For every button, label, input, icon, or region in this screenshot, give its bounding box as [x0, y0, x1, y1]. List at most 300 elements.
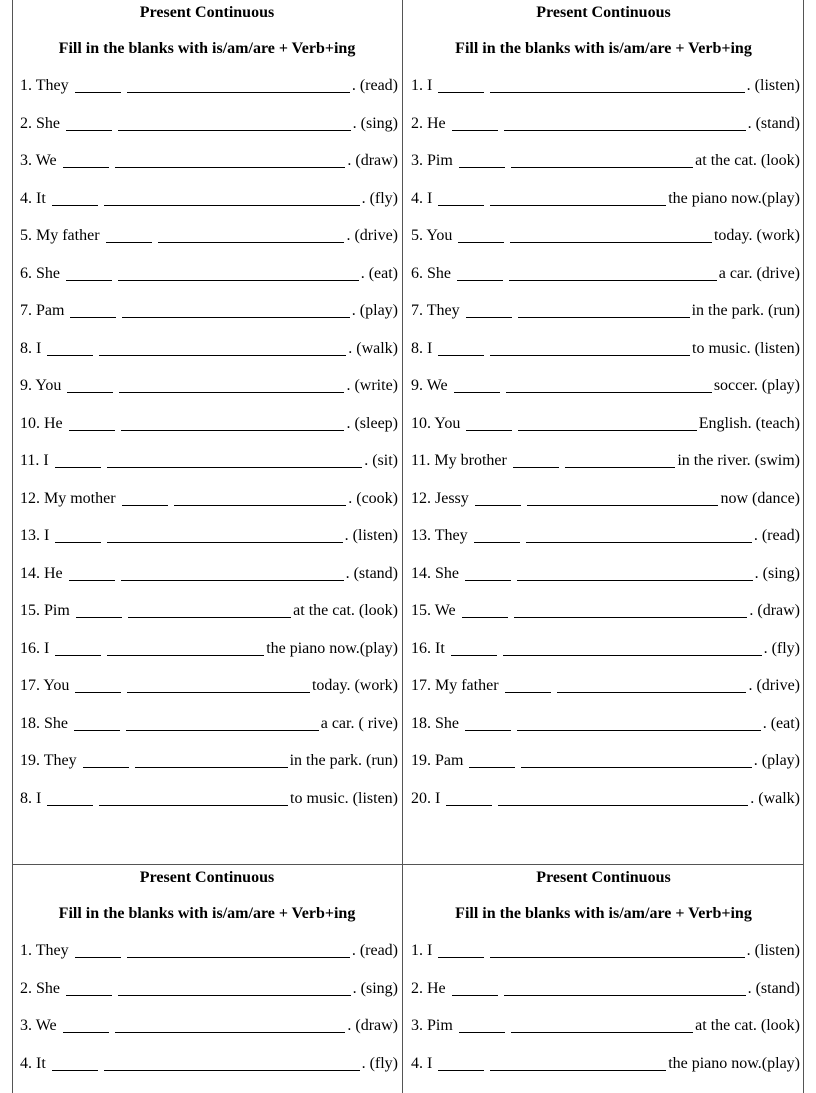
exercise-item [403, 713, 804, 751]
exercise-hint: in the river. (swim) [677, 452, 800, 469]
answer-blanks [43, 338, 346, 356]
auxiliary-blank[interactable] [451, 655, 497, 656]
verb-blank[interactable] [121, 580, 344, 581]
exercise-hint: . (listen) [746, 77, 800, 94]
exercise-hint: . (read) [351, 942, 398, 959]
answer-blanks [51, 450, 362, 468]
auxiliary-blank[interactable] [462, 617, 508, 618]
exercise-subject: 8. I [20, 339, 42, 357]
answer-blanks [434, 188, 666, 206]
verb-blank[interactable] [511, 167, 693, 168]
exercise-subject: 3. We [20, 1017, 57, 1034]
auxiliary-blank[interactable] [47, 805, 93, 806]
verb-blank[interactable] [518, 430, 696, 431]
exercise-subject: 10. He [20, 414, 63, 432]
exercise-subject: 6. She [20, 264, 60, 282]
verb-blank[interactable] [174, 505, 347, 506]
exercise-hint: . (drive) [748, 677, 800, 694]
exercise-hint: . (walk) [750, 789, 800, 807]
auxiliary-blank[interactable] [458, 242, 504, 243]
exercise-subject: 5. You [411, 227, 453, 244]
exercise-item [403, 263, 804, 301]
exercise-item [12, 413, 402, 451]
auxiliary-blank[interactable] [452, 995, 498, 996]
worksheet-bottom-left [12, 865, 402, 1093]
exercise-list [12, 75, 402, 825]
exercise-hint: . (sing) [352, 114, 398, 132]
verb-blank[interactable] [118, 280, 359, 281]
answer-blanks [48, 1053, 360, 1071]
exercise-item [12, 488, 402, 526]
exercise-item [403, 1053, 804, 1091]
verb-blank[interactable] [506, 392, 712, 393]
exercise-subject: 8. I [411, 339, 433, 357]
verb-blank[interactable] [99, 355, 346, 356]
exercise-hint: . (read) [753, 527, 800, 544]
auxiliary-blank[interactable] [438, 92, 484, 93]
auxiliary-blank[interactable] [63, 1032, 109, 1033]
exercise-list [403, 940, 804, 1090]
verb-blank[interactable] [104, 205, 360, 206]
exercise-hint: . (play) [753, 752, 800, 769]
verb-blank[interactable] [115, 1032, 346, 1033]
auxiliary-blank[interactable] [459, 1032, 505, 1033]
answer-blanks [79, 750, 288, 768]
exercise-hint: . (stand) [747, 979, 800, 997]
verb-blank[interactable] [122, 317, 349, 318]
exercise-subject: 18. She [411, 714, 459, 732]
exercise-item [12, 563, 402, 601]
verb-blank[interactable] [127, 957, 350, 958]
verb-blank[interactable] [128, 617, 291, 618]
exercise-item [403, 113, 804, 151]
answer-blanks [509, 450, 676, 468]
exercise-hint: in the park. (run) [691, 302, 800, 319]
exercise-hint: . (sing) [352, 979, 398, 997]
exercise-item [12, 1053, 402, 1091]
exercise-subject: 2. She [20, 979, 60, 997]
verb-blank[interactable] [517, 580, 753, 581]
exercise-subject: 13. They [411, 527, 468, 544]
answer-blanks [48, 188, 360, 206]
worksheet-bottom-right [403, 865, 804, 1093]
auxiliary-blank[interactable] [75, 92, 121, 93]
exercise-hint: a car. (drive) [718, 264, 800, 282]
answer-blanks [465, 750, 751, 768]
exercise-subject: 11. My brother [411, 452, 507, 469]
exercise-item [403, 413, 804, 451]
exercise-subject: 14. She [411, 564, 459, 582]
verb-blank[interactable] [135, 767, 288, 768]
exercise-subject: 20. I [411, 789, 441, 807]
exercise-item [403, 375, 804, 413]
answer-blanks [43, 788, 288, 806]
exercise-item [12, 338, 402, 376]
exercise-subject: 2. He [411, 979, 446, 997]
verb-blank[interactable] [565, 467, 676, 468]
exercise-subject: 19. They [20, 752, 77, 769]
auxiliary-blank[interactable] [52, 205, 98, 206]
verb-blank[interactable] [118, 995, 351, 996]
auxiliary-blank[interactable] [55, 467, 101, 468]
exercise-item [403, 150, 804, 188]
exercise-subject: 2. He [411, 114, 446, 132]
answer-blanks [65, 413, 345, 431]
answer-blanks [102, 225, 345, 243]
exercise-item [12, 638, 402, 676]
exercise-item [12, 113, 402, 151]
auxiliary-blank[interactable] [66, 995, 112, 996]
auxiliary-blank[interactable] [465, 730, 511, 731]
exercise-subject: 12. My mother [20, 489, 116, 507]
exercise-hint: now (dance) [720, 489, 800, 507]
exercise-subject: 4. It [20, 189, 46, 207]
exercise-hint: . (read) [351, 77, 398, 94]
verb-blank[interactable] [503, 655, 762, 656]
answer-blanks [434, 338, 690, 356]
verb-blank[interactable] [504, 995, 746, 996]
exercise-item [403, 300, 804, 338]
answer-blanks [458, 600, 748, 618]
exercise-subject: 17. My father [411, 677, 499, 694]
auxiliary-blank[interactable] [457, 280, 503, 281]
exercise-subject: 1. I [411, 77, 433, 94]
exercise-hint: to music. (listen) [290, 789, 398, 807]
verb-blank[interactable] [498, 805, 748, 806]
auxiliary-blank[interactable] [454, 392, 500, 393]
exercise-subject: 9. We [411, 377, 448, 394]
auxiliary-blank[interactable] [438, 1070, 484, 1071]
exercise-item [403, 1015, 804, 1053]
answer-blanks [62, 978, 351, 996]
exercise-hint: . (stand) [747, 114, 800, 132]
exercise-hint: . (listen) [344, 527, 398, 544]
exercise-hint: . (sing) [754, 564, 800, 582]
answer-blanks [70, 713, 319, 731]
verb-blank[interactable] [119, 392, 344, 393]
exercise-item [12, 940, 402, 978]
auxiliary-blank[interactable] [106, 242, 152, 243]
exercise-item [12, 150, 402, 188]
exercise-item [403, 978, 804, 1016]
exercise-item [12, 188, 402, 226]
exercise-subject: 12. Jessy [411, 489, 469, 507]
exercise-item [12, 75, 402, 113]
answer-blanks [72, 600, 291, 618]
exercise-hint: the piano now.(play) [668, 1054, 800, 1072]
auxiliary-blank[interactable] [474, 542, 520, 543]
exercise-item [403, 525, 804, 563]
exercise-subject: 7. Pam [20, 302, 65, 319]
exercise-item [12, 675, 402, 713]
verb-blank[interactable] [527, 505, 719, 506]
exercise-item [403, 788, 804, 826]
exercise-list [12, 940, 402, 1090]
exercise-hint: to music. (listen) [692, 339, 800, 357]
worksheet-title: Present Continuous [139, 869, 275, 886]
exercise-hint: . (walk) [348, 339, 398, 357]
auxiliary-blank[interactable] [69, 580, 115, 581]
verb-blank[interactable] [107, 542, 342, 543]
exercise-subject: 14. He [20, 564, 63, 582]
verb-blank[interactable] [127, 92, 350, 93]
auxiliary-blank[interactable] [47, 355, 93, 356]
answer-blanks [455, 1015, 693, 1033]
exercise-hint: . (fly) [361, 189, 398, 207]
auxiliary-blank[interactable] [438, 957, 484, 958]
auxiliary-blank[interactable] [76, 617, 122, 618]
auxiliary-blank[interactable] [452, 130, 498, 131]
exercise-hint: . (draw) [347, 152, 398, 169]
exercise-item [403, 488, 804, 526]
exercise-item [403, 188, 804, 226]
exercise-subject: 1. I [411, 942, 433, 959]
exercise-hint: . (sleep) [346, 414, 398, 432]
exercise-hint: . (drive) [346, 227, 398, 244]
auxiliary-blank[interactable] [75, 957, 121, 958]
exercise-subject: 4. It [20, 1054, 46, 1072]
auxiliary-blank[interactable] [83, 767, 129, 768]
verb-blank[interactable] [509, 280, 717, 281]
answer-blanks [501, 675, 747, 693]
verb-blank[interactable] [557, 692, 747, 693]
exercise-hint: soccer. (play) [713, 377, 800, 394]
worksheet-top-right [403, 0, 804, 864]
verb-blank[interactable] [107, 467, 362, 468]
exercise-subject: 16. I [20, 639, 50, 657]
verb-blank[interactable] [526, 542, 752, 543]
answer-blanks [453, 263, 717, 281]
verb-blank[interactable] [104, 1070, 360, 1071]
answer-blanks [455, 150, 693, 168]
verb-blank[interactable] [127, 692, 310, 693]
exercise-hint: English. (teach) [698, 414, 800, 432]
exercise-subject: 2. She [20, 114, 60, 132]
verb-blank[interactable] [517, 730, 761, 731]
exercise-subject: 3. Pim [411, 1017, 453, 1034]
verb-blank[interactable] [490, 355, 690, 356]
auxiliary-blank[interactable] [505, 692, 551, 693]
verb-blank[interactable] [518, 317, 690, 318]
auxiliary-blank[interactable] [438, 205, 484, 206]
exercise-subject: 11. I [20, 452, 49, 469]
answer-blanks [471, 488, 719, 506]
exercise-hint: . (stand) [345, 564, 398, 582]
exercise-hint: the piano now.(play) [668, 189, 800, 207]
exercise-subject: 17. You [20, 677, 70, 694]
exercise-item [12, 1015, 402, 1053]
exercise-item [12, 225, 402, 263]
answer-blanks [462, 300, 690, 318]
auxiliary-blank[interactable] [122, 505, 168, 506]
answer-blanks [461, 563, 753, 581]
verb-blank[interactable] [126, 730, 319, 731]
exercise-hint: . (fly) [763, 639, 800, 657]
exercise-item [403, 750, 804, 788]
exercise-item [403, 940, 804, 978]
auxiliary-blank[interactable] [466, 430, 512, 431]
exercise-item [403, 675, 804, 713]
exercise-subject: 16. It [411, 639, 445, 657]
answer-blanks [71, 675, 310, 693]
exercise-item [403, 563, 804, 601]
verb-blank[interactable] [121, 430, 345, 431]
answer-blanks [470, 525, 752, 543]
exercise-hint: . (eat) [762, 714, 800, 732]
exercise-hint: . (eat) [360, 264, 398, 282]
exercise-list [403, 75, 804, 825]
answer-blanks [65, 563, 344, 581]
auxiliary-blank[interactable] [438, 355, 484, 356]
answer-blanks [454, 225, 712, 243]
exercise-subject: 9. You [20, 377, 62, 394]
answer-blanks [450, 375, 712, 393]
exercise-item [403, 638, 804, 676]
verb-blank[interactable] [490, 205, 666, 206]
auxiliary-blank[interactable] [52, 1070, 98, 1071]
exercise-subject: 4. I [411, 1054, 433, 1072]
exercise-subject: 10. You [411, 414, 461, 432]
verb-blank[interactable] [510, 242, 712, 243]
verb-blank[interactable] [504, 130, 746, 131]
answer-blanks [434, 75, 744, 93]
exercise-hint: . (listen) [746, 942, 800, 959]
answer-blanks [62, 263, 359, 281]
exercise-hint: . (sit) [364, 452, 398, 469]
verb-blank[interactable] [490, 92, 744, 93]
verb-blank[interactable] [107, 655, 264, 656]
exercise-hint: . (play) [351, 302, 398, 319]
exercise-item [12, 450, 402, 488]
auxiliary-blank[interactable] [70, 317, 116, 318]
exercise-subject: 4. I [411, 189, 433, 207]
exercise-item [12, 375, 402, 413]
exercise-subject: 13. I [20, 527, 50, 544]
exercise-hint: at the cat. (look) [695, 152, 800, 169]
verb-blank[interactable] [514, 617, 748, 618]
auxiliary-blank[interactable] [75, 692, 121, 693]
auxiliary-blank[interactable] [67, 392, 113, 393]
answer-blanks [59, 150, 346, 168]
worksheet-instruction: Fill in the blanks with is/am/are + Verb+ing [455, 905, 752, 922]
worksheet-title: Present Continuous [536, 869, 671, 886]
answer-blanks [434, 1053, 666, 1071]
exercise-item [12, 750, 402, 788]
worksheet-instruction: Fill in the blanks with is/am/are + Verb+ing [58, 905, 356, 922]
exercise-subject: 5. My father [20, 227, 100, 244]
exercise-item [12, 978, 402, 1016]
answer-blanks [51, 525, 342, 543]
exercise-item [403, 450, 804, 488]
exercise-subject: 15. Pim [20, 602, 70, 619]
exercise-item [403, 600, 804, 638]
auxiliary-blank[interactable] [459, 167, 505, 168]
exercise-item [403, 338, 804, 376]
auxiliary-blank[interactable] [466, 317, 512, 318]
exercise-hint: . (cook) [348, 489, 398, 507]
verb-blank[interactable] [158, 242, 345, 243]
auxiliary-blank[interactable] [69, 430, 115, 431]
auxiliary-blank[interactable] [55, 542, 101, 543]
exercise-hint: in the park. (run) [289, 752, 398, 769]
exercise-hint: . (draw) [347, 1017, 398, 1034]
auxiliary-blank[interactable] [465, 580, 511, 581]
exercise-subject: 8. I [20, 789, 42, 807]
exercise-subject: 7. They [411, 302, 460, 319]
exercise-subject: 6. She [411, 264, 451, 282]
exercise-hint: today. (work) [713, 227, 800, 244]
auxiliary-blank[interactable] [63, 167, 109, 168]
answer-blanks [71, 940, 350, 958]
exercise-hint: a car. ( rive) [320, 714, 398, 732]
exercise-item [12, 263, 402, 301]
answer-blanks [461, 713, 761, 731]
exercise-item [12, 788, 402, 826]
verb-blank[interactable] [521, 767, 751, 768]
answer-blanks [462, 413, 696, 431]
exercise-item [12, 713, 402, 751]
auxiliary-blank[interactable] [74, 730, 120, 731]
verb-blank[interactable] [99, 805, 288, 806]
answer-blanks [51, 638, 264, 656]
answer-blanks [62, 113, 351, 131]
exercise-subject: 3. We [20, 152, 57, 169]
exercise-hint: . (fly) [361, 1054, 398, 1072]
answer-blanks [71, 75, 350, 93]
exercise-subject: 1. They [20, 942, 69, 959]
auxiliary-blank[interactable] [475, 505, 521, 506]
auxiliary-blank[interactable] [55, 655, 101, 656]
answer-blanks [442, 788, 748, 806]
exercise-hint: . (write) [346, 377, 398, 394]
exercise-subject: 3. Pim [411, 152, 453, 169]
exercise-item [403, 225, 804, 263]
auxiliary-blank[interactable] [513, 467, 559, 468]
answer-blanks [118, 488, 347, 506]
verb-blank[interactable] [511, 1032, 693, 1033]
worksheet-title: Present Continuous [139, 4, 275, 21]
auxiliary-blank[interactable] [66, 280, 112, 281]
exercise-hint: today. (work) [311, 677, 398, 694]
auxiliary-blank[interactable] [66, 130, 112, 131]
exercise-item [12, 300, 402, 338]
exercise-hint: at the cat. (look) [293, 602, 398, 619]
exercise-item [12, 525, 402, 563]
answer-blanks [59, 1015, 346, 1033]
verb-blank[interactable] [490, 957, 744, 958]
answer-blanks [66, 300, 349, 318]
exercise-hint: . (draw) [749, 602, 800, 619]
answer-blanks [448, 978, 746, 996]
exercise-item [403, 75, 804, 113]
exercise-item [12, 600, 402, 638]
answer-blanks [448, 113, 746, 131]
exercise-hint: at the cat. (look) [695, 1017, 800, 1034]
verb-blank[interactable] [118, 130, 351, 131]
answer-blanks [434, 940, 744, 958]
worksheet-top-left [12, 0, 402, 864]
exercise-subject: 1. They [20, 77, 69, 94]
worksheet-instruction: Fill in the blanks with is/am/are + Verb+ing [455, 40, 752, 57]
answer-blanks [63, 375, 344, 393]
exercise-subject: 15. We [411, 602, 456, 619]
auxiliary-blank[interactable] [469, 767, 515, 768]
verb-blank[interactable] [490, 1070, 666, 1071]
verb-blank[interactable] [115, 167, 346, 168]
exercise-subject: 18. She [20, 714, 68, 732]
answer-blanks [447, 638, 762, 656]
auxiliary-blank[interactable] [446, 805, 492, 806]
